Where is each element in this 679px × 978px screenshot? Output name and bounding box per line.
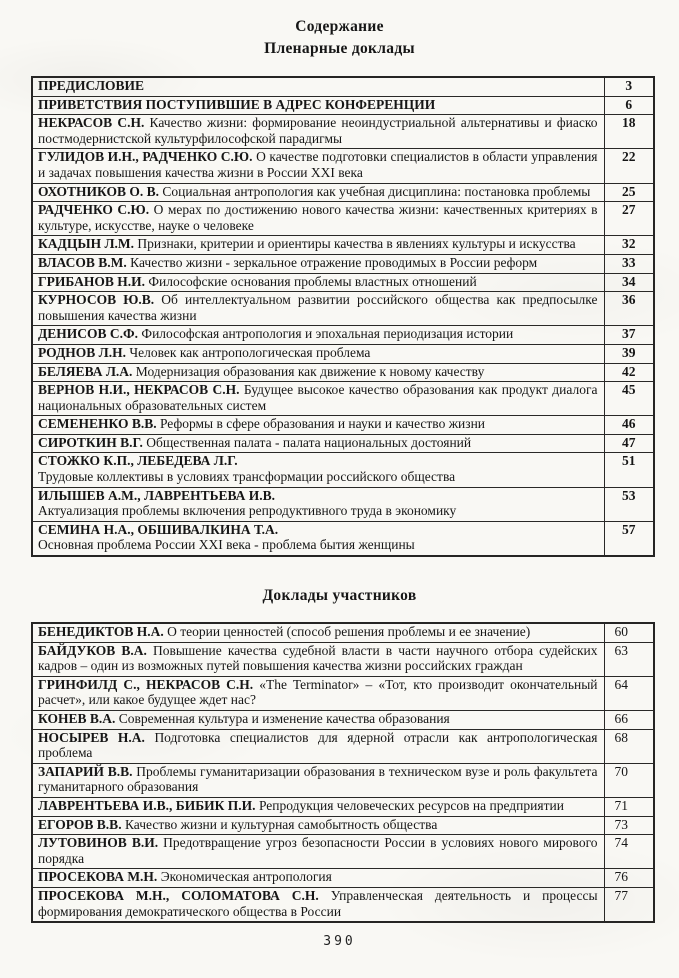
toc-row xyxy=(32,273,654,292)
entry-title: Модернизация образования как движение к новому качеству xyxy=(135,363,485,379)
entry-title: Об интеллектуальном развитии российского общества как предпосылке повышения качества жизни xyxy=(38,292,598,323)
entry-text-cell xyxy=(32,816,604,835)
entry-page-number: 37 xyxy=(604,326,654,345)
entry-authors: РОДНОВ Л.Н. xyxy=(38,344,126,360)
entry-page-number: 64 xyxy=(604,676,654,710)
entry-text-cell xyxy=(32,676,604,710)
entry-authors: ЛАВРЕНТЬЕВА И.В., БИБИК П.И. xyxy=(38,797,256,813)
entry-text-cell xyxy=(32,326,604,345)
entry-title: Управленческая деятельность и процессы формирования демократического общества в России xyxy=(38,887,598,919)
toc-row xyxy=(32,763,654,797)
entry-text-cell xyxy=(32,835,604,869)
entry-page-number: 45 xyxy=(604,382,654,416)
toc-row xyxy=(32,382,654,416)
entry-title: Признаки, критерии и ориентиры качества в явлениях культуры и искусства xyxy=(137,236,576,252)
entry-text-cell xyxy=(32,382,604,416)
entry-text-cell xyxy=(32,96,604,115)
entry-title: «The Terminator» – «Тот, кто производит окончательный расчет», или какое будущее ждет нас? xyxy=(38,676,598,708)
entry-authors: БЕЛЯЕВА Л.А. xyxy=(38,363,133,379)
toc-table-participants xyxy=(31,622,655,923)
toc-row xyxy=(32,711,654,730)
entry-authors: ЕГОРОВ В.В. xyxy=(38,816,122,832)
entry-authors: КУРНОСОВ Ю.В. xyxy=(38,292,155,308)
entry-text-cell xyxy=(32,273,604,292)
entry-text-cell xyxy=(32,487,604,521)
entry-authors: ВЛАСОВ В.М. xyxy=(38,254,127,270)
toc-row xyxy=(32,623,654,642)
entry-authors: СИРОТКИН В.Г. xyxy=(38,434,143,450)
entry-text-cell xyxy=(32,729,604,763)
entry-authors: ПРЕДИСЛОВИЕ xyxy=(38,78,145,93)
entry-authors: ПРОСЕКОВА М.Н., СОЛОМАТОВА С.Н. xyxy=(38,887,319,903)
entry-authors: ЗАПАРИЙ В.В. xyxy=(38,763,133,779)
entry-title: Будущее высокое качество образования как продукт диалога национальных образовательных систем xyxy=(38,382,598,413)
entry-text-cell xyxy=(32,642,604,676)
entry-page-number: 77 xyxy=(604,887,654,922)
entry-authors: ОХОТНИКОВ О. В. xyxy=(38,183,159,199)
entry-authors: ЛУТОВИНОВ В.И. xyxy=(38,835,159,851)
entry-title: О качестве подготовки специалистов в области управления и задачах повышения качества жизни в России XXI века xyxy=(38,149,598,180)
entry-title: Качество жизни: формирование неоиндустриальной альтернативы и фиаско постмодернистской культурфилософской парадигмы xyxy=(38,115,598,146)
toc-row xyxy=(32,729,654,763)
entry-page-number: 27 xyxy=(604,202,654,236)
toc-row xyxy=(32,363,654,382)
entry-page-number: 32 xyxy=(604,236,654,255)
entry-authors: СЕМЕНЕНКО В.В. xyxy=(38,416,157,432)
toc-row xyxy=(32,202,654,236)
section-heading-plenary: Пленарные доклады xyxy=(264,40,415,57)
toc-row xyxy=(32,115,654,149)
entry-authors: НОСЫРЕВ Н.А. xyxy=(38,729,145,745)
toc-row xyxy=(32,487,654,521)
entry-title: О мерах по достижению нового качества жизни: качественных критериях в культуре, искусстве, науке о человеке xyxy=(38,202,598,233)
entry-text-cell xyxy=(32,434,604,453)
entry-title: О теории ценностей (способ решения проблемы и ее значение) xyxy=(167,624,531,640)
entry-text-cell xyxy=(32,453,604,487)
entry-text-cell xyxy=(32,149,604,183)
entry-title: Подготовка специалистов для ядерной отрасли как антропологическая проблема xyxy=(38,729,598,761)
entry-authors: ПРИВЕТСТВИЯ ПОСТУПИВШИЕ В АДРЕС КОНФЕРЕНЦИИ xyxy=(38,96,436,112)
entry-page-number: 42 xyxy=(604,363,654,382)
entry-text-cell xyxy=(32,797,604,816)
entry-authors: ПРОСЕКОВА М.Н. xyxy=(38,869,158,885)
entry-title: Философские основания проблемы властных отношений xyxy=(148,273,477,289)
entry-page-number: 63 xyxy=(604,642,654,676)
page-title: Содержание xyxy=(295,18,384,35)
toc-row xyxy=(32,887,654,922)
entry-title: Репродукция человеческих ресурсов на предприятии xyxy=(258,797,564,813)
toc-row xyxy=(32,149,654,183)
entry-authors: ВЕРНОВ Н.И., НЕКРАСОВ С.Н. xyxy=(38,382,240,398)
entry-title: Человек как антропологическая проблема xyxy=(129,344,371,360)
entry-text-cell xyxy=(32,254,604,273)
entry-title: Современная культура и изменение качества образования xyxy=(118,711,450,726)
section-heading-participants: Доклады участников xyxy=(262,587,417,605)
entry-page-number: 18 xyxy=(604,115,654,149)
toc-row xyxy=(32,236,654,255)
entry-page-number: 33 xyxy=(604,254,654,273)
entry-text-cell xyxy=(32,763,604,797)
entry-title: Проблемы гуманитаризации образования в техническом вузе и роль факультета гуманитарного образования xyxy=(38,763,598,795)
toc-row xyxy=(32,521,654,556)
toc-row xyxy=(32,816,654,835)
entry-authors: КОНЕВ В.А. xyxy=(38,711,116,726)
entry-authors: НЕКРАСОВ С.Н. xyxy=(38,115,145,131)
entry-page-number: 22 xyxy=(604,149,654,183)
entry-text-cell xyxy=(32,77,604,96)
entry-page-number: 60 xyxy=(604,623,654,642)
toc-row xyxy=(32,869,654,888)
entry-authors: СЕМИНА Н.А., ОБШИВАЛКИНА Т.А. xyxy=(38,521,279,537)
toc-row xyxy=(32,453,654,487)
toc-row xyxy=(32,835,654,869)
entry-text-cell xyxy=(32,521,604,556)
document-page xyxy=(0,18,679,949)
toc-row xyxy=(32,797,654,816)
entry-page-number: 71 xyxy=(604,797,654,816)
toc-row xyxy=(32,292,654,326)
entry-title: Общественная палата - палата национальных достояний xyxy=(146,434,472,450)
entry-text-cell xyxy=(32,416,604,435)
entry-page-number: 34 xyxy=(604,273,654,292)
entry-authors: ГУЛИДОВ И.Н., РАДЧЕНКО С.Ю. xyxy=(38,149,253,165)
toc-row xyxy=(32,77,654,96)
entry-text-cell xyxy=(32,344,604,363)
entry-title: Экономическая антропология xyxy=(160,869,332,885)
entry-text-cell xyxy=(32,363,604,382)
entry-title: Философская антропология и эпохальная периодизация истории xyxy=(141,326,514,342)
entry-authors: БЕНЕДИКТОВ Н.А. xyxy=(38,624,164,640)
toc-table-plenary xyxy=(31,76,655,557)
entry-page-number: 47 xyxy=(604,434,654,453)
entry-title: Качество жизни - зеркальное отражение проводимых в России реформ xyxy=(130,254,538,270)
entry-authors: РАДЧЕНКО С.Ю. xyxy=(38,202,150,218)
entry-page-number: 74 xyxy=(604,835,654,869)
entry-authors: КАДЦЫН Л.М. xyxy=(38,236,135,252)
entry-authors: ГРИНФИЛД С., НЕКРАСОВ С.Н. xyxy=(38,676,254,692)
entry-authors: БАЙДУКОВ В.А. xyxy=(38,642,147,658)
toc-row xyxy=(32,96,654,115)
entry-text-cell xyxy=(32,115,604,149)
toc-row xyxy=(32,416,654,435)
entry-page-number: 36 xyxy=(604,292,654,326)
toc-row xyxy=(32,642,654,676)
entry-title: Повышение качества судебной власти в части научного отбора судейских кадров – один из возможных путей повышения качества жизни российских граждан xyxy=(38,642,598,674)
entry-text-cell xyxy=(32,292,604,326)
toc-row xyxy=(32,676,654,710)
entry-text-cell xyxy=(32,711,604,730)
entry-title: Предотвращение угроз безопасности России в условиях нового мирового порядка xyxy=(38,835,598,866)
entry-title: Социальная антропология как учебная дисциплина: постановка проблемы xyxy=(162,183,591,199)
entry-page-number: 3 xyxy=(604,77,654,96)
entry-page-number: 73 xyxy=(604,816,654,835)
entry-page-number: 46 xyxy=(604,416,654,435)
toc-row xyxy=(32,183,654,202)
toc-row xyxy=(32,434,654,453)
page-number-footer: 390 xyxy=(323,934,356,949)
entry-page-number: 6 xyxy=(604,96,654,115)
entry-page-number: 51 xyxy=(604,453,654,487)
entry-authors: СТОЖКО К.П., ЛЕБЕДЕВА Л.Г. xyxy=(38,453,238,469)
entry-page-number: 57 xyxy=(604,521,654,556)
entry-title: Реформы в сфере образования и науки и качество жизни xyxy=(159,416,486,432)
entry-page-number: 39 xyxy=(604,344,654,363)
entry-text-cell xyxy=(32,236,604,255)
entry-title: Основная проблема России XXI века - проблема бытия женщины xyxy=(38,537,415,553)
entry-text-cell xyxy=(32,623,604,642)
entry-authors: ГРИБАНОВ Н.И. xyxy=(38,273,145,289)
entry-text-cell xyxy=(32,869,604,888)
entry-title: Трудовые коллективы в условиях трансформации российского общества xyxy=(38,469,456,485)
entry-title: Качество жизни и культурная самобытность общества xyxy=(124,816,438,832)
toc-row xyxy=(32,254,654,273)
entry-page-number: 68 xyxy=(604,729,654,763)
entry-page-number: 76 xyxy=(604,869,654,888)
entry-text-cell xyxy=(32,183,604,202)
entry-page-number: 70 xyxy=(604,763,654,797)
entry-authors: ИЛЫШЕВ А.М., ЛАВРЕНТЬЕВА И.В. xyxy=(38,487,276,503)
entry-page-number: 53 xyxy=(604,487,654,521)
entry-text-cell xyxy=(32,887,604,922)
toc-row xyxy=(32,326,654,345)
entry-text-cell xyxy=(32,202,604,236)
entry-title: Актуализация проблемы включения репродуктивного труда в экономику xyxy=(38,503,457,519)
entry-page-number: 25 xyxy=(604,183,654,202)
toc-row xyxy=(32,344,654,363)
entry-page-number: 66 xyxy=(604,711,654,730)
entry-authors: ДЕНИСОВ С.Ф. xyxy=(38,326,139,342)
